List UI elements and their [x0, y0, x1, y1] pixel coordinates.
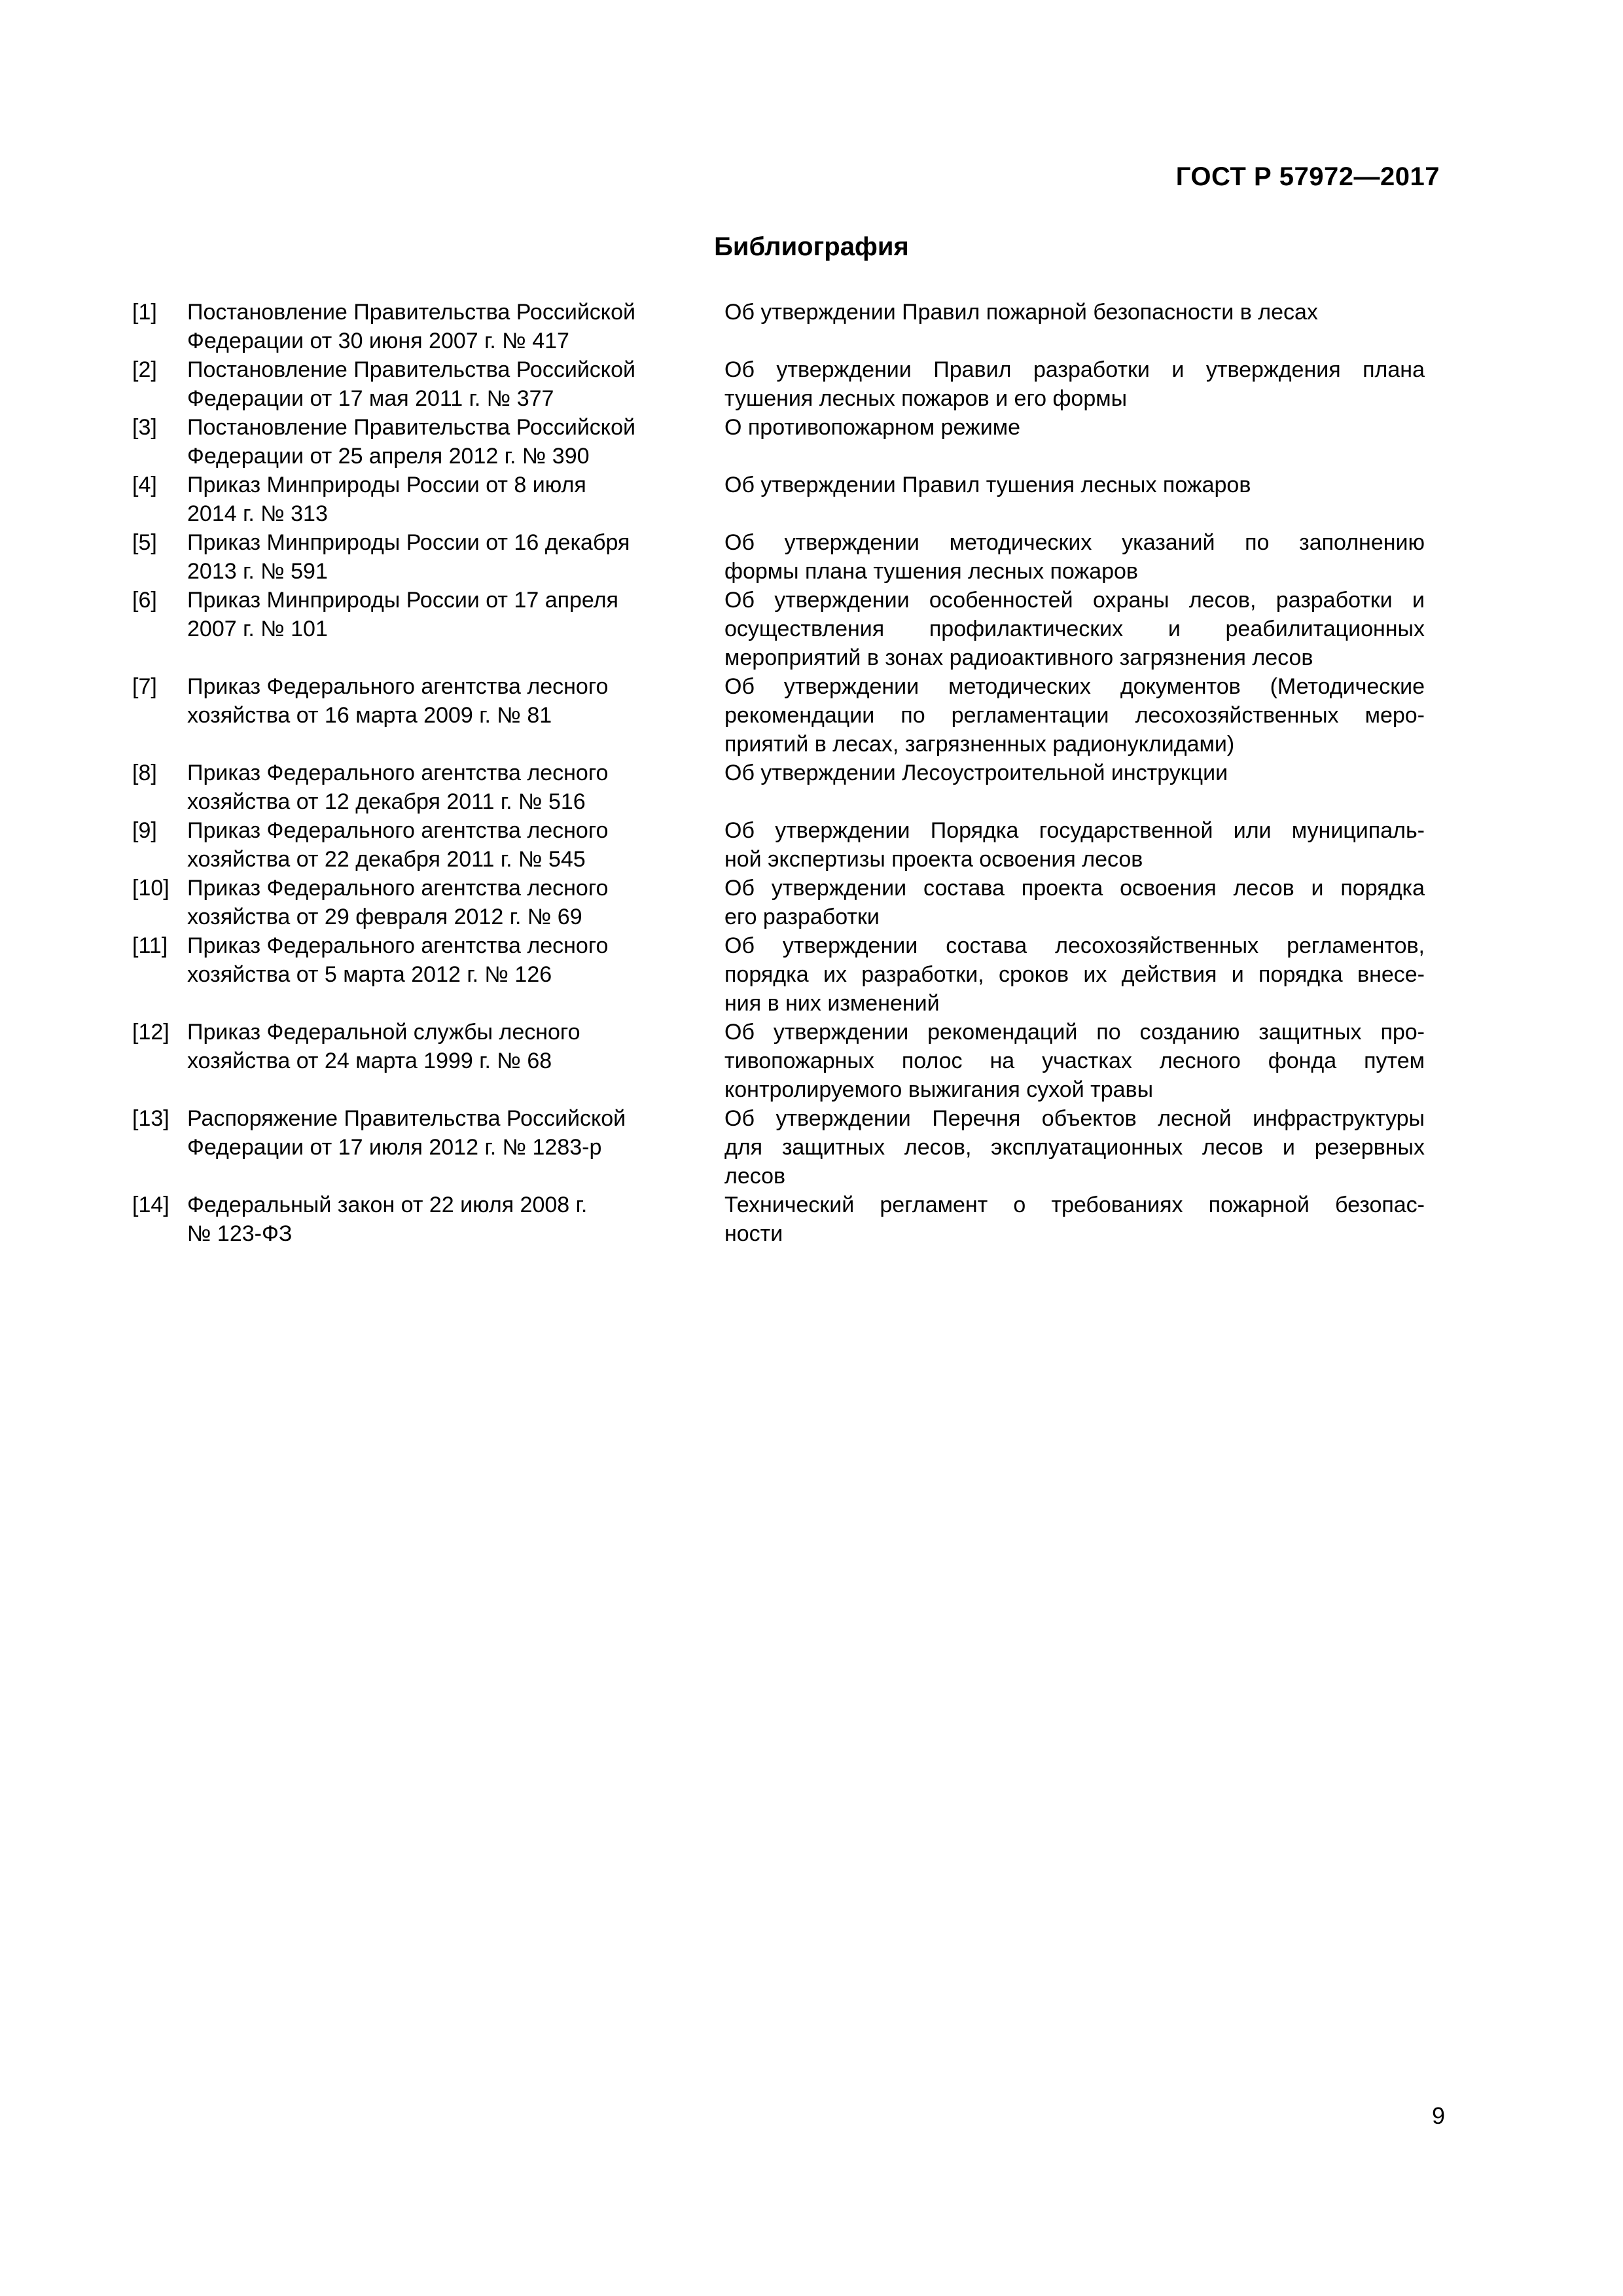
source-line: Распоряжение Правительства Российской — [187, 1106, 626, 1131]
source-line: Приказ Минприроды России от 17 апреля — [187, 588, 618, 613]
document-code: ГОСТ Р 57972—2017 — [1175, 162, 1440, 191]
entry-source — [187, 1104, 691, 1162]
topic-line: порядка их разработки, сроков их действия и порядка внесе- — [724, 962, 1425, 987]
topic-line: контролируемого выжигания сухой травы — [724, 1077, 1154, 1102]
source-line: хозяйства от 22 декабря 2011 г. № 545 — [187, 847, 586, 872]
entry-number: [7] — [132, 674, 157, 699]
source-line: Федерации от 25 апреля 2012 г. № 390 — [187, 444, 590, 469]
source-line: 2007 г. № 101 — [187, 617, 328, 641]
source-line: Приказ Федерального агентства лесного — [187, 876, 609, 901]
topic-line: приятий в лесах, загрязненных радионуклидами) — [724, 732, 1235, 757]
topic-line: ной экспертизы проекта освоения лесов — [724, 847, 1143, 872]
entry-number: [14] — [132, 1193, 169, 1217]
source-line: Приказ Федерального агентства лесного — [187, 674, 609, 699]
topic-line: ности — [724, 1221, 783, 1246]
topic-line: Об утверждении состава проекта освоения лесов и порядка — [724, 876, 1425, 901]
entry-number: [11] — [132, 933, 168, 958]
topic-line: О противопожарном режиме — [724, 415, 1020, 440]
source-line: № 123-ФЗ — [187, 1221, 293, 1246]
topic-line: рекомендации по регламентации лесохозяйственных меро- — [724, 703, 1425, 728]
entry-source — [187, 874, 691, 931]
entry-source — [187, 672, 691, 730]
topic-line: Об утверждении методических указаний по заполнению — [724, 530, 1425, 555]
topic-line: Об утверждении особенностей охраны лесов, разработки и — [724, 588, 1425, 613]
entry-source — [187, 1018, 691, 1075]
topic-line: мероприятий в зонах радиоактивного загрязнения лесов — [724, 645, 1313, 670]
source-line: Федерации от 17 мая 2011 г. № 377 — [187, 386, 554, 411]
entry-source — [187, 528, 691, 586]
source-line: хозяйства от 29 февраля 2012 г. № 69 — [187, 905, 582, 929]
entry-number: [4] — [132, 473, 157, 497]
topic-line: Об утверждении Правил пожарной безопасности в лесах — [724, 300, 1318, 325]
entry-topic — [724, 672, 1425, 759]
entry-topic — [724, 355, 1425, 413]
entry-source — [187, 759, 691, 816]
entry-topic — [724, 528, 1425, 586]
source-line: Приказ Минприроды России от 16 декабря — [187, 530, 630, 555]
source-line: хозяйства от 24 марта 1999 г. № 68 — [187, 1049, 552, 1073]
entry-topic — [724, 413, 1425, 442]
source-line: 2013 г. № 591 — [187, 559, 328, 584]
entry-number: [5] — [132, 530, 157, 555]
entry-number: [8] — [132, 761, 157, 785]
topic-line: Об утверждении рекомендаций по созданию защитных про- — [724, 1020, 1425, 1045]
entry-topic — [724, 1191, 1425, 1248]
entry-number: [9] — [132, 818, 157, 843]
topic-line: Об утверждении Правил тушения лесных пожаров — [724, 473, 1251, 497]
source-line: Постановление Правительства Российской — [187, 300, 635, 325]
entry-topic — [724, 816, 1425, 874]
entry-topic — [724, 1018, 1425, 1104]
entry-number: [13] — [132, 1106, 169, 1131]
entry-number: [3] — [132, 415, 157, 440]
entry-topic — [724, 931, 1425, 1018]
topic-line: Технический регламент о требованиях пожарной безопас- — [724, 1193, 1425, 1217]
source-line: Постановление Правительства Российской — [187, 357, 635, 382]
entry-number: [10] — [132, 876, 169, 901]
section-title: Библиография — [714, 232, 909, 261]
topic-line: Об утверждении методических документов (Методические — [724, 674, 1425, 699]
source-line: хозяйства от 12 декабря 2011 г. № 516 — [187, 789, 586, 814]
source-line: Федерации от 30 июня 2007 г. № 417 — [187, 329, 569, 353]
entry-number: [2] — [132, 357, 157, 382]
entry-topic — [724, 1104, 1425, 1191]
entry-source — [187, 586, 691, 643]
topic-line: ния в них изменений — [724, 991, 940, 1016]
entry-source — [187, 471, 691, 528]
entry-topic — [724, 586, 1425, 672]
topic-line: осуществления профилактических и реабилитационных — [724, 617, 1425, 641]
entry-topic — [724, 759, 1425, 787]
entry-number: [1] — [132, 300, 157, 325]
topic-line: Об утверждении Лесоустроительной инструкции — [724, 761, 1228, 785]
source-line: Федеральный закон от 22 июля 2008 г. — [187, 1193, 588, 1217]
topic-line: тушения лесных пожаров и его формы — [724, 386, 1128, 411]
source-line: Постановление Правительства Российской — [187, 415, 635, 440]
entry-source — [187, 355, 691, 413]
entry-source — [187, 1191, 691, 1248]
topic-line: для защитных лесов, эксплуатационных лесов и резервных — [724, 1135, 1425, 1160]
source-line: Федерации от 17 июля 2012 г. № 1283-р — [187, 1135, 602, 1160]
topic-line: Об утверждении Перечня объектов лесной инфраструктуры — [724, 1106, 1425, 1131]
entry-number: [6] — [132, 588, 157, 613]
entry-source — [187, 413, 691, 471]
page-number: 9 — [1431, 2102, 1445, 2129]
source-line: хозяйства от 5 марта 2012 г. № 126 — [187, 962, 552, 987]
entry-number: [12] — [132, 1020, 169, 1045]
topic-line: Об утверждении Порядка государственной или муниципаль- — [724, 818, 1425, 843]
source-line: Приказ Федерального агентства лесного — [187, 818, 609, 843]
topic-line: его разработки — [724, 905, 880, 929]
entry-topic — [724, 471, 1425, 499]
topic-line: Об утверждении состава лесохозяйственных регламентов, — [724, 933, 1425, 958]
source-line: Приказ Федеральной службы лесного — [187, 1020, 580, 1045]
entry-source — [187, 931, 691, 989]
entry-source — [187, 816, 691, 874]
topic-line: Об утверждении Правил разработки и утверждения плана — [724, 357, 1425, 382]
entry-topic — [724, 298, 1425, 327]
entry-source — [187, 298, 691, 355]
topic-line: лесов — [724, 1164, 786, 1189]
source-line: Приказ Федерального агентства лесного — [187, 933, 609, 958]
topic-line: формы плана тушения лесных пожаров — [724, 559, 1138, 584]
entry-topic — [724, 874, 1425, 931]
topic-line: тивопожарных полос на участках лесного фонда путем — [724, 1049, 1425, 1073]
source-line: Приказ Минприроды России от 8 июля — [187, 473, 586, 497]
source-line: хозяйства от 16 марта 2009 г. № 81 — [187, 703, 552, 728]
source-line: 2014 г. № 313 — [187, 501, 328, 526]
source-line: Приказ Федерального агентства лесного — [187, 761, 609, 785]
